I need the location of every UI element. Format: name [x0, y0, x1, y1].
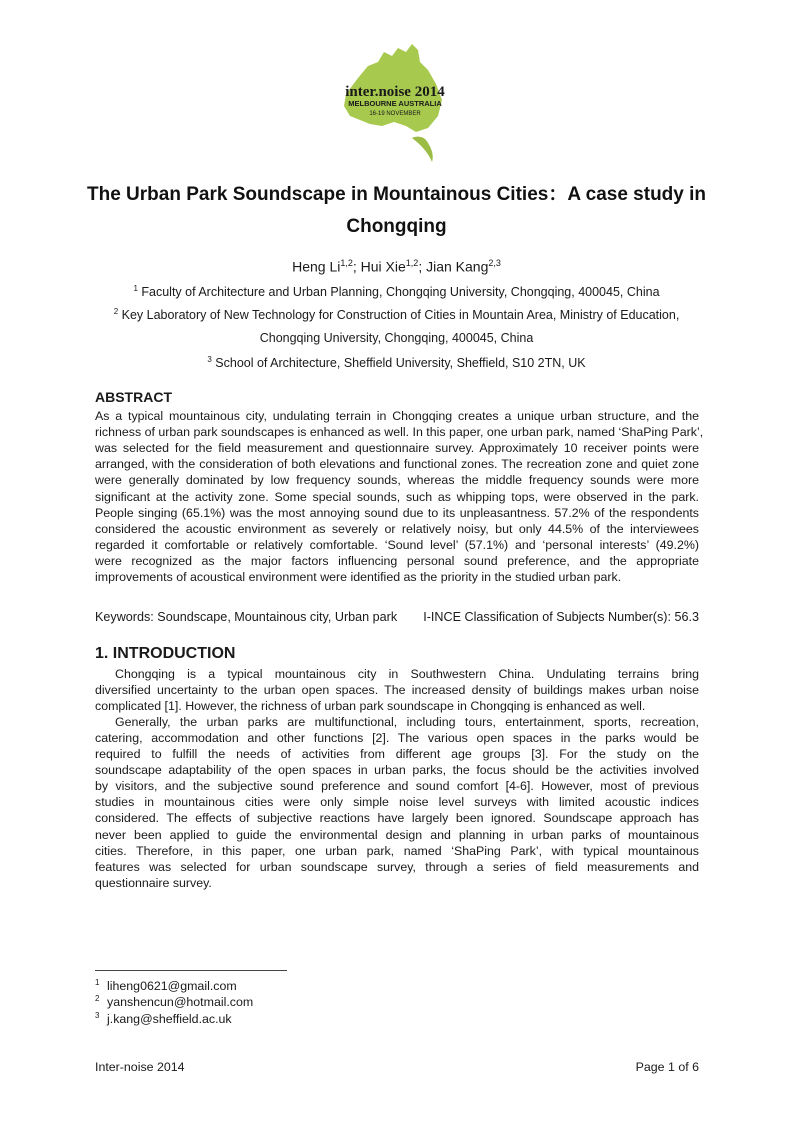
- affiliation-text: School of Architecture, Sheffield University, Sheffield, S10 2TN, UK: [211, 356, 586, 371]
- affiliation-text: Faculty of Architecture and Urban Planning, Chongqing University, Chongqing, 400045, China: [137, 285, 660, 300]
- footnote-email: liheng0621@gmail.com: [107, 979, 237, 993]
- footnote-3: [95, 1011, 232, 1026]
- footnote-number: 2: [95, 994, 100, 1003]
- text-line: by visitors, and the subjective sound preference and sound comfort [4-6]. However, most of previous: [95, 779, 699, 794]
- logo-dates: 16-19 NOVEMBER: [369, 111, 421, 117]
- footnote-2: [95, 994, 253, 1009]
- author-separator: ;: [352, 258, 361, 275]
- paper-title-line2: Chongqing: [346, 216, 447, 237]
- text-line: People singing (65.1%) was the most annoying sound due to its unpleasantness. 57.2% of the respondents: [95, 505, 699, 520]
- author-list: [60, 258, 733, 275]
- introduction-heading: 1. INTRODUCTION: [95, 645, 236, 662]
- text-line: were generally dominated by low frequency sounds, whereas the middle frequency sounds were more: [95, 473, 699, 488]
- text-line: studies in mountainous cities were only simple noise level surveys with limited acoustic indices: [95, 795, 699, 810]
- text-line: were recognized as the major factors influencing personal sound preference, and the appropriate: [95, 553, 699, 568]
- author-affiliation-mark: 1,2: [340, 258, 353, 268]
- affiliation-1: [60, 284, 733, 299]
- author-name: Hui Xie: [360, 258, 406, 275]
- affiliation-mark: 1: [133, 284, 138, 293]
- footnote-number: 1: [95, 978, 100, 987]
- text-line: diversified uncertainty to the urban open spaces. The increased density of buildings makes urban noise: [95, 683, 699, 698]
- text-line: As a typical mountainous city, undulating terrain in Chongqing creates a unique urban structure, and the: [95, 409, 699, 423]
- text-line: cities. Therefore, in this paper, one urban park, named ‘ShaPing Park’, with typical mountainous: [95, 843, 699, 858]
- classification-text: I-INCE Classification of Subjects Number(s): 56.3: [423, 610, 699, 624]
- logo-title: inter.noise 2014: [345, 84, 445, 100]
- text-line: richness of urban park soundscapes is enhanced as well. In this paper, one urban park, named ‘ShaPing Park’,: [95, 425, 704, 440]
- text-line: never been applied to guide the environmental design and planning in urban parks of mountainous: [95, 827, 699, 842]
- text-line: catering, accommodation and other functions [2]. The various open spaces in the parks would be: [95, 731, 699, 746]
- footnote-number: 3: [95, 1011, 100, 1020]
- affiliation-2-line2: Chongqing University, Chongqing, 400045, China: [259, 331, 534, 345]
- keywords-text: Keywords: Soundscape, Mountainous city, Urban park: [95, 610, 398, 624]
- affiliation-text: Key Laboratory of New Technology for Construction of Cities in Mountain Area, Ministry of Education,: [118, 308, 680, 323]
- text-line: required to fulfill the needs of activities from different age groups [3]. For the study on the: [95, 747, 699, 762]
- text-line: features was selected for urban soundscape survey, through a series of field measurements and: [95, 859, 699, 874]
- text-line: questionnaire survey.: [95, 875, 212, 890]
- text-line: soundscape adaptability of the open spaces in urban parks, the focus should be the activities involved: [95, 763, 699, 778]
- affiliation-mark: 2: [113, 307, 119, 316]
- australia-map-logo: [320, 40, 470, 165]
- text-line: arranged, with the consideration of both elevations and functional zones. The recreation zone and quiet zone: [95, 457, 699, 472]
- text-line: significant at the activity zone. Some special sounds, such as whipping tops, were observed in the park.: [95, 489, 699, 504]
- keywords-line: [95, 610, 699, 624]
- text-line: considered the acoustic environment as severely or relatively noisy, but only 44.5% of the interviewees: [95, 521, 699, 536]
- author-affiliation-mark: 2,3: [488, 258, 501, 268]
- author-name: Jian Kang: [426, 258, 489, 275]
- conference-logo: [320, 40, 470, 165]
- affiliation-3: [60, 355, 733, 370]
- text-line: regarded it comfortable or relatively comfortable. ‘Sound level’ (57.1%) and ‘personal interests’ (49.2%): [95, 537, 699, 552]
- footnote-divider: [95, 970, 287, 971]
- author-separator: ;: [418, 258, 427, 275]
- text-line: Generally, the urban parks are multifunctional, including tours, entertainment, sports, recreation,: [115, 715, 699, 730]
- abstract-heading: ABSTRACT: [95, 389, 172, 405]
- text-line: improvements of acoustical environment were identified as the priority in the studied urban park.: [95, 570, 622, 584]
- footnote-1: [95, 978, 237, 993]
- author-affiliation-mark: 1,2: [405, 258, 419, 268]
- footer-conference: Inter-noise 2014: [95, 1060, 185, 1074]
- paper-title-line1: The Urban Park Soundscape in Mountainous Cities：A case study in: [86, 184, 707, 205]
- text-line: Chongqing is a typical mountainous city in Southwestern China. Undulating terrains bring: [115, 667, 699, 681]
- affiliation-mark: 3: [207, 355, 212, 364]
- text-line: was selected for the field measurement and questionnaire survey. Approximately 10 receiver points were: [95, 441, 699, 456]
- text-line: complicated [1]. However, the richness of urban park soundscape in Chongqing is enhanced as well.: [95, 699, 646, 714]
- footnote-email: yanshencun@hotmail.com: [107, 995, 254, 1009]
- author-name: Heng Li: [292, 258, 341, 275]
- logo-subtitle: MELBOURNE AUSTRALIA: [348, 99, 442, 108]
- affiliation-2: [60, 307, 733, 322]
- footer-page-number: Page 1 of 6: [635, 1060, 699, 1074]
- boomerang-shape: [412, 137, 433, 162]
- footnote-email: j.kang@sheffield.ac.uk: [107, 1012, 232, 1026]
- text-line: considered. The effects of subjective reactions have largely been ignored. Soundscape approach has: [95, 811, 699, 826]
